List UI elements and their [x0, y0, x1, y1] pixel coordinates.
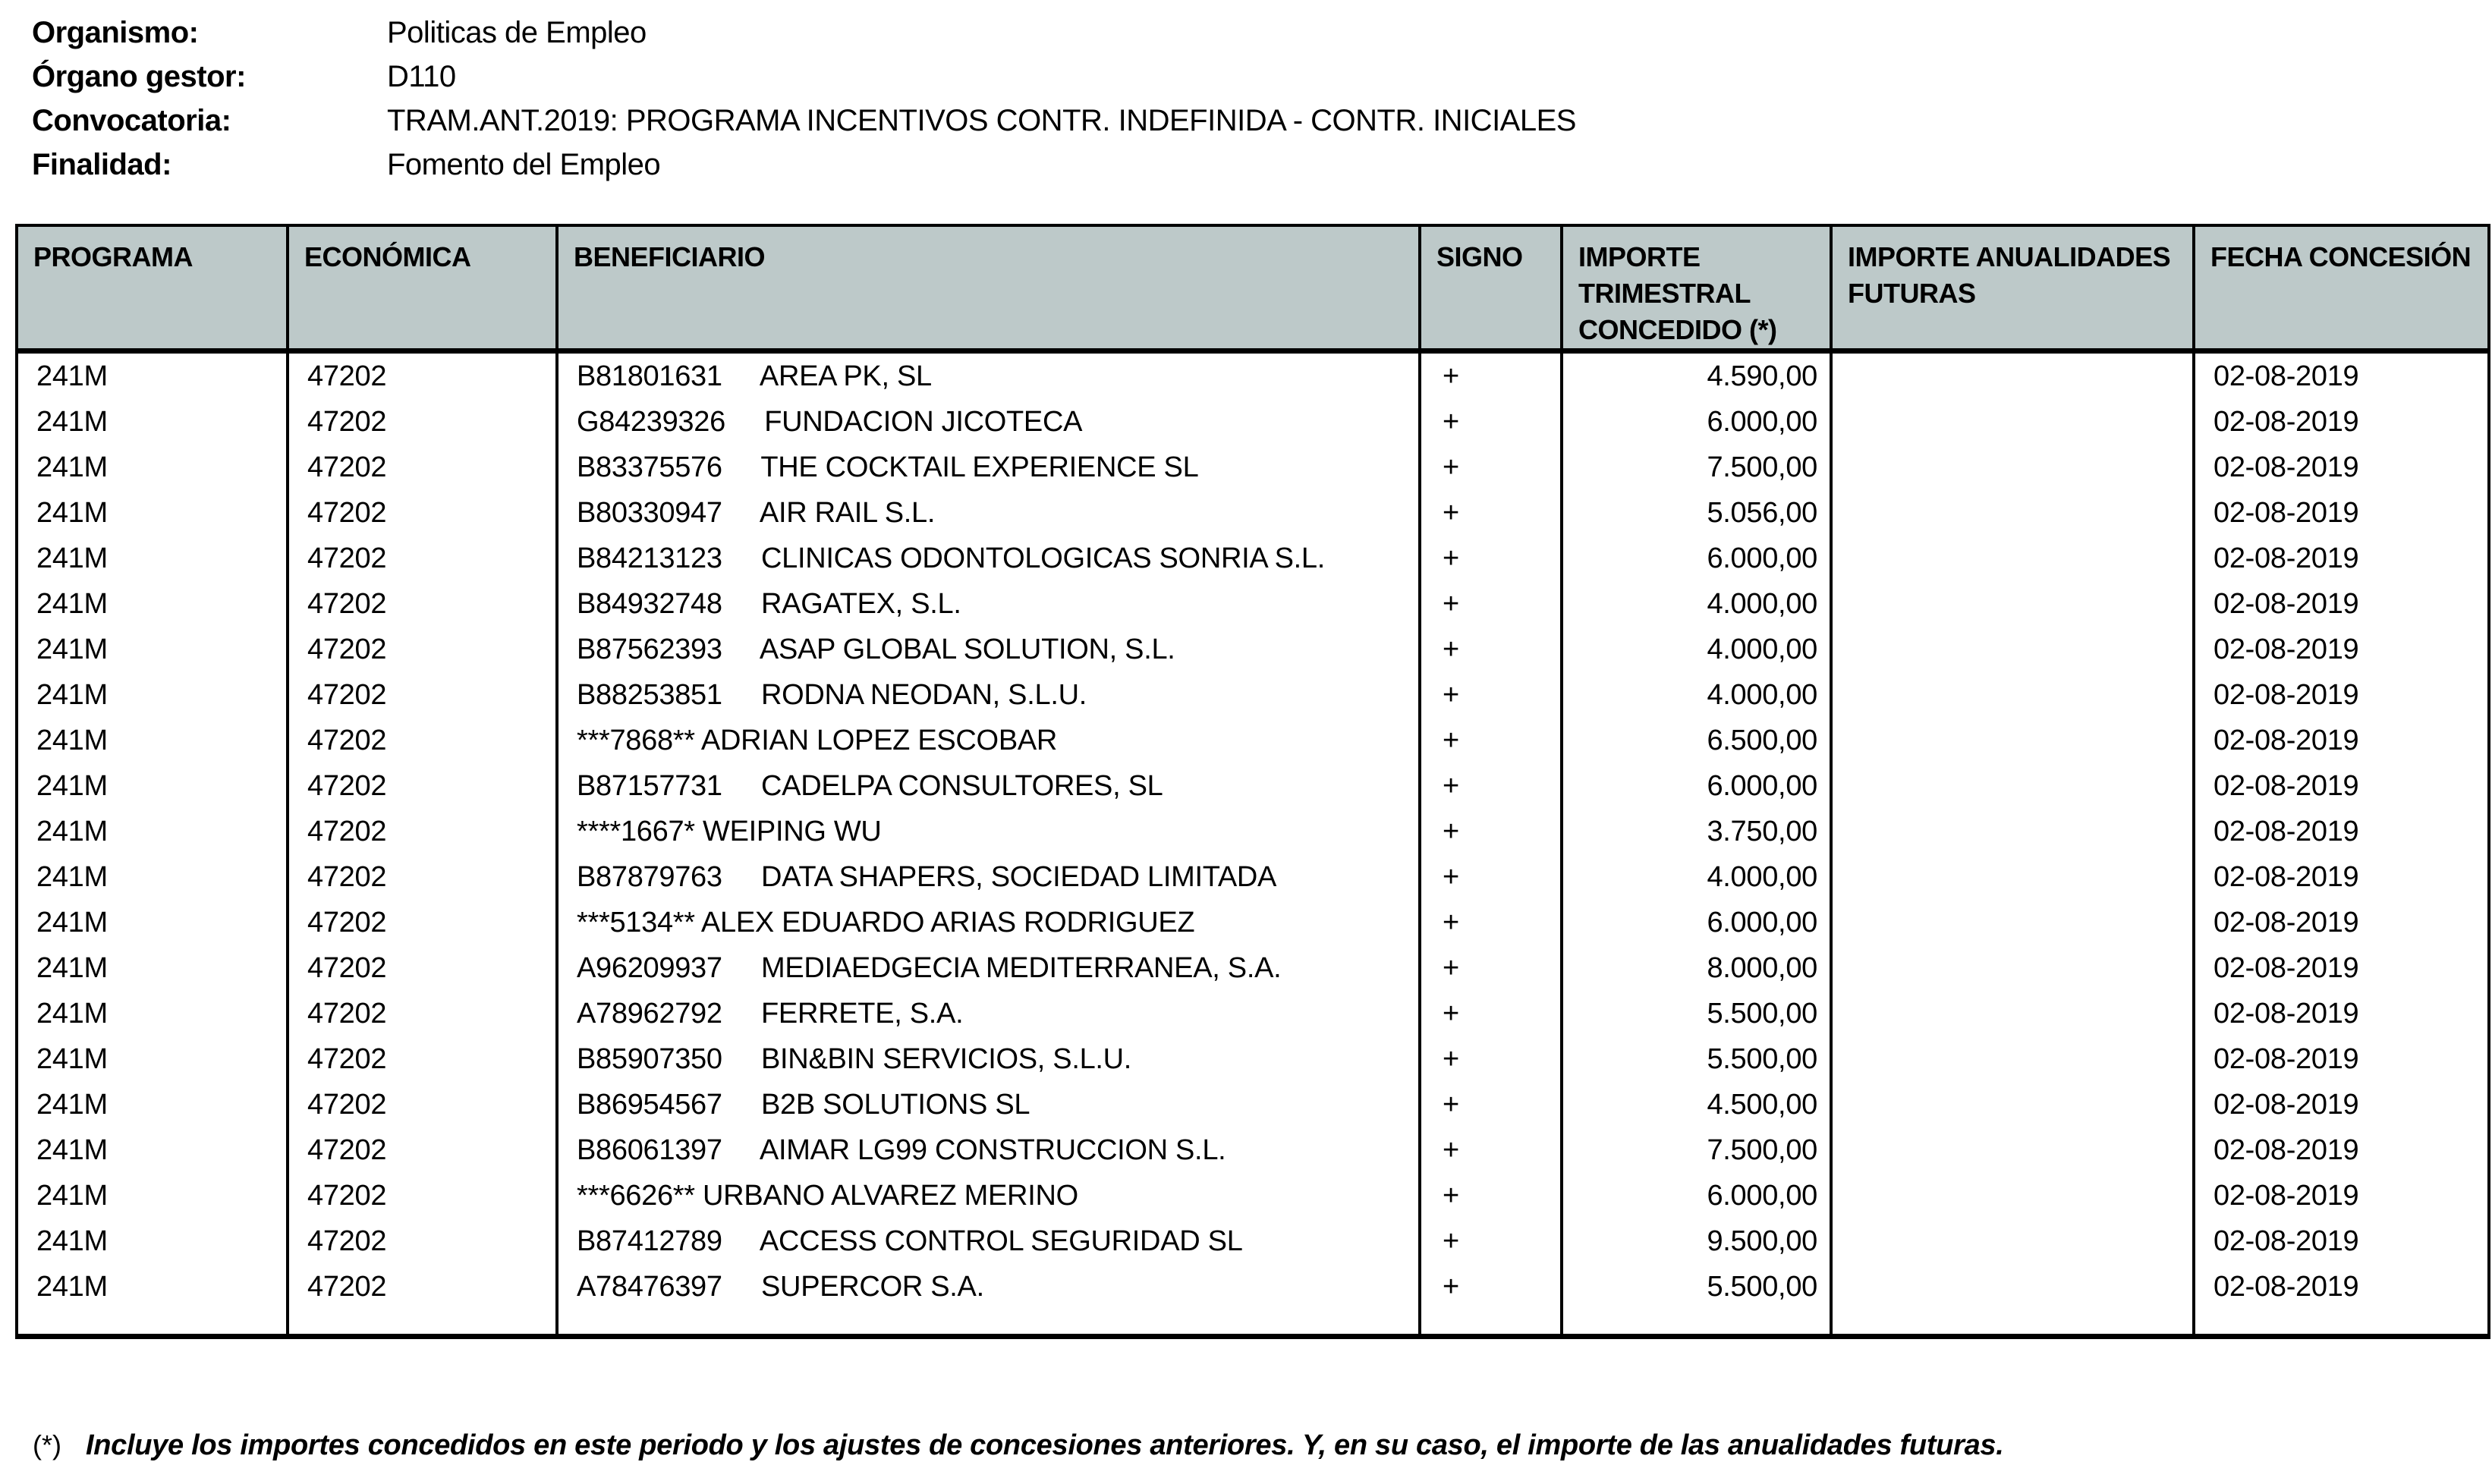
cell-importe: 4.000,00: [1562, 581, 1831, 627]
table-spacer-row: [17, 1310, 2489, 1337]
cell-signo: +: [1420, 536, 1562, 581]
footnote-marker: (*): [33, 1429, 61, 1460]
cell-signo: +: [1420, 399, 1562, 445]
cell-importe: 6.000,00: [1562, 763, 1831, 809]
cell-economica: 47202: [288, 1218, 557, 1264]
table-row: [17, 445, 2489, 490]
grants-table: [15, 224, 2490, 1339]
cell-anualidades: [1831, 1264, 2194, 1310]
organismo-value: Politicas de Empleo: [387, 15, 647, 49]
col-header-fecha-concesion: FECHA CONCESIÓN: [2194, 225, 2489, 351]
organo-gestor-label: Órgano gestor:: [32, 59, 246, 93]
cell-economica: 47202: [288, 672, 557, 718]
cell-signo: +: [1420, 1264, 1562, 1310]
table-body: [17, 351, 2489, 1337]
cell-economica: 47202: [288, 763, 557, 809]
cell-economica: 47202: [288, 900, 557, 945]
cell-beneficiario: B83375576 THE COCKTAIL EXPERIENCE SL: [557, 445, 1420, 490]
cell-programa: 241M: [17, 399, 288, 445]
cell-anualidades: [1831, 1218, 2194, 1264]
cell-fecha: 02-08-2019: [2194, 1173, 2489, 1218]
cell-signo: +: [1420, 627, 1562, 672]
table-row: [17, 809, 2489, 854]
cell-anualidades: [1831, 763, 2194, 809]
cell-importe: 6.000,00: [1562, 900, 1831, 945]
cell-programa: 241M: [17, 718, 288, 763]
spacer-cell: [288, 1310, 557, 1337]
cell-programa: 241M: [17, 581, 288, 627]
cell-fecha: 02-08-2019: [2194, 445, 2489, 490]
cell-anualidades: [1831, 1173, 2194, 1218]
cell-programa: 241M: [17, 490, 288, 536]
meta-row-convocatoria: [32, 99, 1576, 143]
cell-fecha: 02-08-2019: [2194, 1127, 2489, 1173]
cell-signo: +: [1420, 1218, 1562, 1264]
cell-importe: 4.000,00: [1562, 672, 1831, 718]
cell-fecha: 02-08-2019: [2194, 900, 2489, 945]
cell-importe: 7.500,00: [1562, 1127, 1831, 1173]
cell-anualidades: [1831, 991, 2194, 1036]
table-row: [17, 1036, 2489, 1082]
meta-row-organismo: [32, 11, 1576, 55]
spacer-cell: [2194, 1310, 2489, 1337]
cell-anualidades: [1831, 490, 2194, 536]
cell-importe: 5.500,00: [1562, 991, 1831, 1036]
cell-importe: 6.000,00: [1562, 1173, 1831, 1218]
table-row: [17, 581, 2489, 627]
cell-programa: 241M: [17, 351, 288, 400]
cell-economica: 47202: [288, 1082, 557, 1127]
cell-anualidades: [1831, 672, 2194, 718]
cell-anualidades: [1831, 399, 2194, 445]
cell-beneficiario: A78962792 FERRETE, S.A.: [557, 991, 1420, 1036]
cell-programa: 241M: [17, 1218, 288, 1264]
cell-economica: 47202: [288, 991, 557, 1036]
col-header-importe-anualidades: IMPORTE ANUALIDADES FUTURAS: [1831, 225, 2194, 351]
cell-anualidades: [1831, 1036, 2194, 1082]
cell-economica: 47202: [288, 351, 557, 400]
table-header-row: [17, 225, 2489, 351]
cell-fecha: 02-08-2019: [2194, 490, 2489, 536]
table-header: [17, 225, 2489, 351]
cell-beneficiario: B80330947 AIR RAIL S.L.: [557, 490, 1420, 536]
cell-programa: 241M: [17, 1036, 288, 1082]
table-row: [17, 672, 2489, 718]
cell-importe: 4.000,00: [1562, 627, 1831, 672]
cell-programa: 241M: [17, 1127, 288, 1173]
cell-economica: 47202: [288, 399, 557, 445]
cell-signo: +: [1420, 1127, 1562, 1173]
table-row: [17, 1173, 2489, 1218]
cell-fecha: 02-08-2019: [2194, 399, 2489, 445]
cell-beneficiario: B86061397 AIMAR LG99 CONSTRUCCION S.L.: [557, 1127, 1420, 1173]
cell-anualidades: [1831, 809, 2194, 854]
cell-economica: 47202: [288, 809, 557, 854]
cell-beneficiario: A96209937 MEDIAEDGECIA MEDITERRANEA, S.A.: [557, 945, 1420, 991]
cell-programa: 241M: [17, 536, 288, 581]
cell-anualidades: [1831, 1082, 2194, 1127]
cell-fecha: 02-08-2019: [2194, 536, 2489, 581]
cell-signo: +: [1420, 351, 1562, 400]
cell-beneficiario: B87562393 ASAP GLOBAL SOLUTION, S.L.: [557, 627, 1420, 672]
cell-beneficiario: B87879763 DATA SHAPERS, SOCIEDAD LIMITADA: [557, 854, 1420, 900]
meta-row-organo-gestor: [32, 55, 1576, 99]
cell-signo: +: [1420, 490, 1562, 536]
cell-beneficiario: B81801631 AREA PK, SL: [557, 351, 1420, 400]
cell-programa: 241M: [17, 627, 288, 672]
cell-fecha: 02-08-2019: [2194, 672, 2489, 718]
cell-beneficiario: B85907350 BIN&BIN SERVICIOS, S.L.U.: [557, 1036, 1420, 1082]
table-row: [17, 490, 2489, 536]
cell-beneficiario: ****1667* WEIPING WU: [557, 809, 1420, 854]
cell-importe: 6.500,00: [1562, 718, 1831, 763]
cell-fecha: 02-08-2019: [2194, 627, 2489, 672]
cell-anualidades: [1831, 1127, 2194, 1173]
cell-anualidades: [1831, 900, 2194, 945]
document-meta: [32, 11, 1576, 187]
table-row: [17, 1218, 2489, 1264]
cell-fecha: 02-08-2019: [2194, 1264, 2489, 1310]
cell-anualidades: [1831, 627, 2194, 672]
cell-beneficiario: B87412789 ACCESS CONTROL SEGURIDAD SL: [557, 1218, 1420, 1264]
cell-importe: 4.590,00: [1562, 351, 1831, 400]
footnote-text: Incluye los importes concedidos en este periodo y los ajustes de concesiones anteriores. Y, en su caso, el importe de las anualidades futuras.: [86, 1429, 2004, 1461]
cell-anualidades: [1831, 536, 2194, 581]
cell-signo: +: [1420, 1082, 1562, 1127]
table-row: [17, 900, 2489, 945]
cell-importe: 5.500,00: [1562, 1264, 1831, 1310]
cell-signo: +: [1420, 854, 1562, 900]
cell-economica: 47202: [288, 490, 557, 536]
cell-signo: +: [1420, 672, 1562, 718]
cell-programa: 241M: [17, 809, 288, 854]
cell-beneficiario: B86954567 B2B SOLUTIONS SL: [557, 1082, 1420, 1127]
table-row: [17, 536, 2489, 581]
convocatoria-label: Convocatoria:: [32, 103, 231, 137]
table-row: [17, 945, 2489, 991]
cell-economica: 47202: [288, 1264, 557, 1310]
cell-economica: 47202: [288, 445, 557, 490]
cell-fecha: 02-08-2019: [2194, 945, 2489, 991]
cell-programa: 241M: [17, 991, 288, 1036]
cell-importe: 6.000,00: [1562, 399, 1831, 445]
cell-economica: 47202: [288, 945, 557, 991]
cell-anualidades: [1831, 945, 2194, 991]
cell-fecha: 02-08-2019: [2194, 854, 2489, 900]
cell-importe: 8.000,00: [1562, 945, 1831, 991]
cell-signo: +: [1420, 581, 1562, 627]
cell-fecha: 02-08-2019: [2194, 351, 2489, 400]
table-row: [17, 627, 2489, 672]
cell-importe: 9.500,00: [1562, 1218, 1831, 1264]
cell-fecha: 02-08-2019: [2194, 991, 2489, 1036]
cell-signo: +: [1420, 763, 1562, 809]
table-row: [17, 1127, 2489, 1173]
cell-economica: 47202: [288, 536, 557, 581]
cell-importe: 7.500,00: [1562, 445, 1831, 490]
cell-beneficiario: ***6626** URBANO ALVAREZ MERINO: [557, 1173, 1420, 1218]
cell-fecha: 02-08-2019: [2194, 1218, 2489, 1264]
cell-signo: +: [1420, 945, 1562, 991]
cell-programa: 241M: [17, 763, 288, 809]
footnote: [33, 1429, 2004, 1462]
col-header-signo: SIGNO: [1420, 225, 1562, 351]
cell-importe: 3.750,00: [1562, 809, 1831, 854]
cell-beneficiario: B84213123 CLINICAS ODONTOLOGICAS SONRIA S.L.: [557, 536, 1420, 581]
table-row: [17, 1264, 2489, 1310]
cell-beneficiario: ***7868** ADRIAN LOPEZ ESCOBAR: [557, 718, 1420, 763]
table-row: [17, 854, 2489, 900]
col-header-beneficiario: BENEFICIARIO: [557, 225, 1420, 351]
table-row: [17, 351, 2489, 400]
table-row: [17, 991, 2489, 1036]
cell-beneficiario: G84239326 FUNDACION JICOTECA: [557, 399, 1420, 445]
cell-programa: 241M: [17, 1082, 288, 1127]
cell-importe: 4.000,00: [1562, 854, 1831, 900]
cell-signo: +: [1420, 900, 1562, 945]
cell-fecha: 02-08-2019: [2194, 1082, 2489, 1127]
col-header-importe-trimestral: IMPORTE TRIMESTRAL CONCEDIDO (*): [1562, 225, 1831, 351]
cell-programa: 241M: [17, 445, 288, 490]
spacer-cell: [17, 1310, 288, 1337]
cell-beneficiario: ***5134** ALEX EDUARDO ARIAS RODRIGUEZ: [557, 900, 1420, 945]
cell-anualidades: [1831, 581, 2194, 627]
cell-signo: +: [1420, 445, 1562, 490]
spacer-cell: [1420, 1310, 1562, 1337]
cell-importe: 5.056,00: [1562, 490, 1831, 536]
cell-importe: 5.500,00: [1562, 1036, 1831, 1082]
organismo-label: Organismo:: [32, 15, 199, 49]
cell-economica: 47202: [288, 581, 557, 627]
cell-signo: +: [1420, 1173, 1562, 1218]
cell-economica: 47202: [288, 627, 557, 672]
cell-anualidades: [1831, 718, 2194, 763]
cell-beneficiario: B84932748 RAGATEX, S.L.: [557, 581, 1420, 627]
cell-anualidades: [1831, 854, 2194, 900]
convocatoria-value: TRAM.ANT.2019: PROGRAMA INCENTIVOS CONTR. INDEFINIDA - CONTR. INICIALES: [387, 103, 1576, 137]
table-row: [17, 718, 2489, 763]
cell-economica: 47202: [288, 1127, 557, 1173]
cell-economica: 47202: [288, 718, 557, 763]
cell-beneficiario: A78476397 SUPERCOR S.A.: [557, 1264, 1420, 1310]
cell-anualidades: [1831, 445, 2194, 490]
meta-row-finalidad: [32, 143, 1576, 187]
cell-beneficiario: B88253851 RODNA NEODAN, S.L.U.: [557, 672, 1420, 718]
cell-signo: +: [1420, 809, 1562, 854]
cell-fecha: 02-08-2019: [2194, 809, 2489, 854]
cell-fecha: 02-08-2019: [2194, 718, 2489, 763]
cell-fecha: 02-08-2019: [2194, 1036, 2489, 1082]
cell-fecha: 02-08-2019: [2194, 581, 2489, 627]
cell-programa: 241M: [17, 672, 288, 718]
table-row: [17, 399, 2489, 445]
table-row: [17, 763, 2489, 809]
cell-programa: 241M: [17, 900, 288, 945]
cell-programa: 241M: [17, 945, 288, 991]
cell-beneficiario: B87157731 CADELPA CONSULTORES, SL: [557, 763, 1420, 809]
cell-programa: 241M: [17, 854, 288, 900]
cell-economica: 47202: [288, 1036, 557, 1082]
spacer-cell: [1831, 1310, 2194, 1337]
finalidad-label: Finalidad:: [32, 147, 171, 181]
cell-signo: +: [1420, 718, 1562, 763]
cell-anualidades: [1831, 351, 2194, 400]
cell-economica: 47202: [288, 854, 557, 900]
cell-economica: 47202: [288, 1173, 557, 1218]
cell-signo: +: [1420, 991, 1562, 1036]
cell-importe: 4.500,00: [1562, 1082, 1831, 1127]
cell-signo: +: [1420, 1036, 1562, 1082]
cell-programa: 241M: [17, 1264, 288, 1310]
spacer-cell: [557, 1310, 1420, 1337]
finalidad-value: Fomento del Empleo: [387, 147, 661, 181]
cell-programa: 241M: [17, 1173, 288, 1218]
spacer-cell: [1562, 1310, 1831, 1337]
table-row: [17, 1082, 2489, 1127]
col-header-economica: ECONÓMICA: [288, 225, 557, 351]
organo-gestor-value: D110: [387, 59, 456, 93]
cell-fecha: 02-08-2019: [2194, 763, 2489, 809]
col-header-programa: PROGRAMA: [17, 225, 288, 351]
cell-importe: 6.000,00: [1562, 536, 1831, 581]
